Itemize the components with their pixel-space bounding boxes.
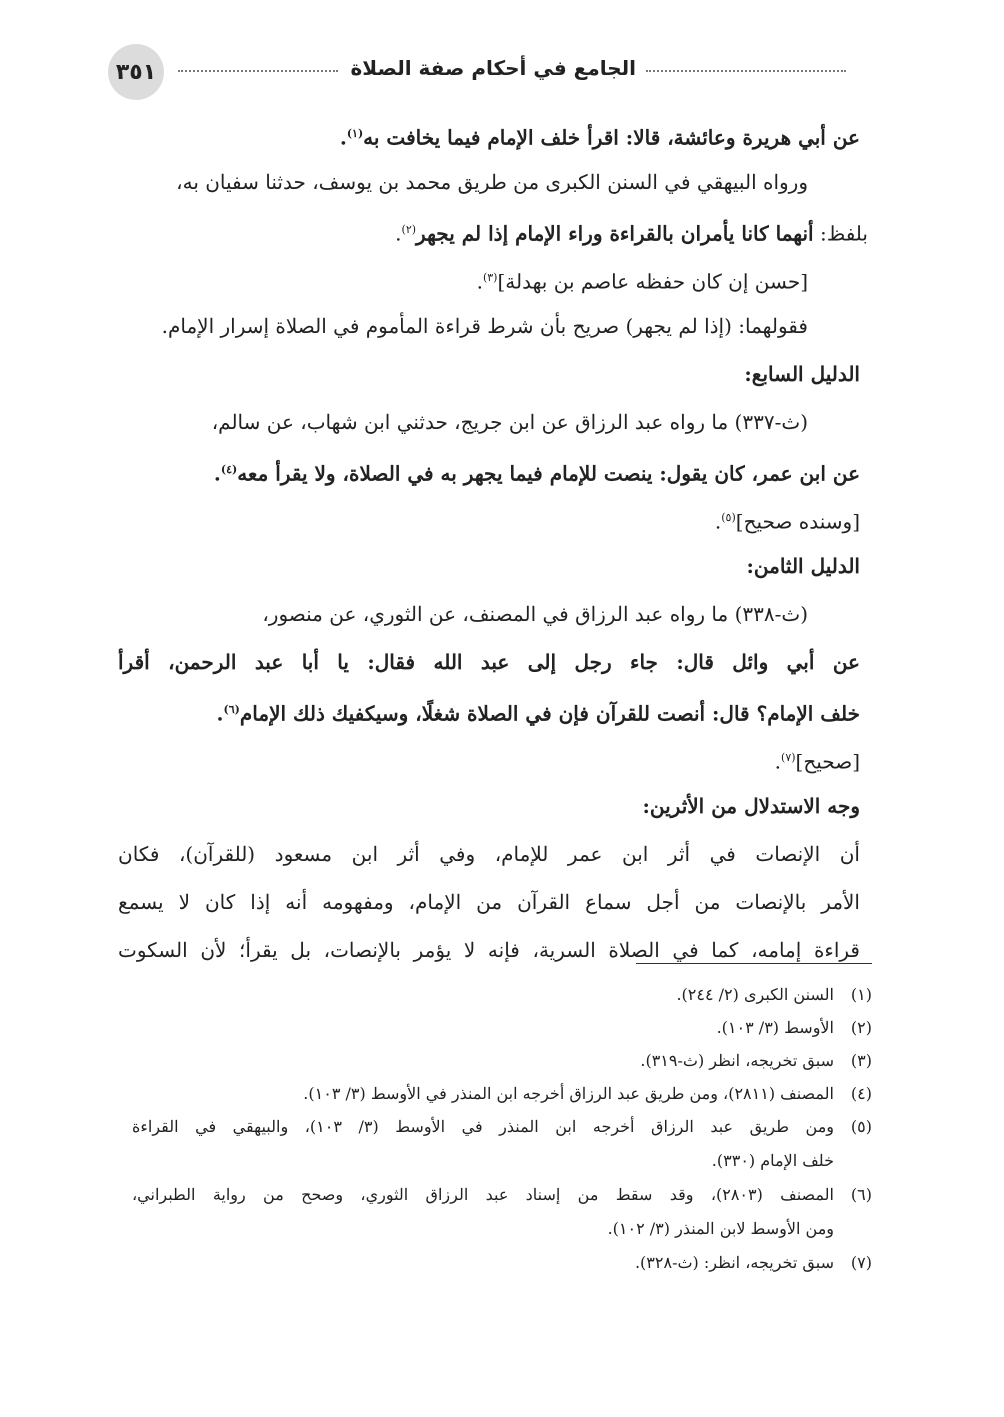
text-line-3: بلفظ: أنهما كانا يأمران بالقراءة وراء الإمام إذا لم يجهر$^{(٢)}$.	[395, 221, 868, 246]
footnote-ref-1[interactable]: (١)	[346, 127, 364, 140]
footnote-ref-3[interactable]: (٣)	[482, 271, 498, 284]
footnote-ref-5[interactable]: (٥)	[721, 511, 736, 524]
footnote-5: (٥) ومن طريق عبد الرزاق أخرجه ابن المنذر في الأوسط (٣/ ١٠٣)، والبيهقي في القراءة خلف الإمام (٣٣٠).	[132, 1117, 872, 1170]
footnote-separator	[636, 963, 872, 964]
footnote-4: (٤) المصنف (٢٨١١)، ومن طريق عبد الرزاق أخرجه ابن المنذر في الأوسط (٣/ ١٠٣).	[303, 1084, 872, 1103]
header-dotted-rule-left	[178, 70, 338, 72]
footnote-ref-2[interactable]: (٢)	[401, 223, 417, 236]
text-line-14: [صحيح]$^{(٧)}$.	[774, 749, 860, 774]
text-line-17: الأمر بالإنصات من أجل سماع القرآن من الإمام، ومفهومه أنه إذا كان لا يسمع	[118, 890, 860, 914]
text-line-8: عن ابن عمر، كان يقول: ينصت للإمام فيما يجهر به في الصلاة، ولا يقرأ معه$^{(٤)}$.	[213, 461, 860, 486]
footnote-ref-6[interactable]: (٦)	[223, 703, 240, 716]
book-title: الجامع في أحكام صفة الصلاة	[350, 56, 636, 80]
header-dotted-rule-right	[646, 70, 846, 72]
text-line-12: عن أبي وائل قال: جاء رجل إلى عبد الله فقال: يا أبا عبد الرحمن، أقرأ	[118, 650, 860, 674]
text-line-1: عن أبي هريرة وعائشة، قالا: اقرأ خلف الإمام فيما يخافت به$^{(١)}$.	[339, 125, 860, 150]
main-text	[118, 110, 868, 974]
text-line-9: [وسنده صحيح]$^{(٥)}$.	[714, 509, 860, 534]
section-heading-8: الدليل الثامن:	[746, 554, 860, 578]
page-number: ٣٥١	[108, 44, 164, 100]
footnote-2: (٢) الأوسط (٣/ ١٠٣).	[716, 1018, 872, 1037]
footnote-6: (٦) المصنف (٢٨٠٣)، وقد سقط من إسناد عبد الرزاق الثوري، وصحح من رواية الطبراني، ومن الأوسط لابن المنذر (٣/ ١٠٢).	[132, 1185, 872, 1238]
text-line-18: قراءة إمامه، كما في الصلاة السرية، فإنه لا يؤمر بالإنصات، بل يقرأ؛ لأن السكوت	[118, 938, 860, 962]
text-line-16: أن الإنصات في أثر ابن عمر للإمام، وفي أثر ابن مسعود (للقرآن)، فكان	[118, 842, 860, 866]
text-line-11: (ث-٣٣٨) ما رواه عبد الرزاق في المصنف، عن الثوري، عن منصور،	[262, 602, 808, 626]
running-header	[108, 44, 846, 104]
text-line-4: [حسن إن كان حفظه عاصم بن بهدلة]$^{(٣)}$.	[476, 269, 808, 294]
section-heading-7: الدليل السابع:	[744, 362, 860, 386]
footnote-3: (٣) سبق تخريجه، انظر (ث-٣١٩).	[640, 1051, 872, 1070]
text-line-5: فقولهما: (إذا لم يجهر) صريح بأن شرط قراءة المأموم في الصلاة إسرار الإمام.	[161, 314, 808, 338]
text-line-7: (ث-٣٣٧) ما رواه عبد الرزاق عن ابن جريج، حدثني ابن شهاب، عن سالم،	[211, 410, 808, 434]
footnote-1: (١) السنن الكبرى (٢/ ٢٤٤).	[676, 985, 872, 1004]
text-line-2: ورواه البيهقي في السنن الكبرى من طريق محمد بن يوسف، حدثنا سفيان به،	[176, 170, 808, 194]
footnotes	[132, 978, 872, 1279]
footnote-7: (٧) سبق تخريجه، انظر: (ث-٣٢٨).	[634, 1253, 872, 1272]
footnote-ref-4[interactable]: (٤)	[220, 463, 238, 476]
footnote-ref-7[interactable]: (٧)	[781, 751, 796, 764]
text-line-13: خلف الإمام؟ قال: أنصت للقرآن فإن في الصلاة شغلًا، وسيكفيك ذلك الإمام$^{(٦)}$.	[216, 701, 860, 726]
section-heading-inference: وجه الاستدلال من الأثرين:	[642, 794, 860, 818]
